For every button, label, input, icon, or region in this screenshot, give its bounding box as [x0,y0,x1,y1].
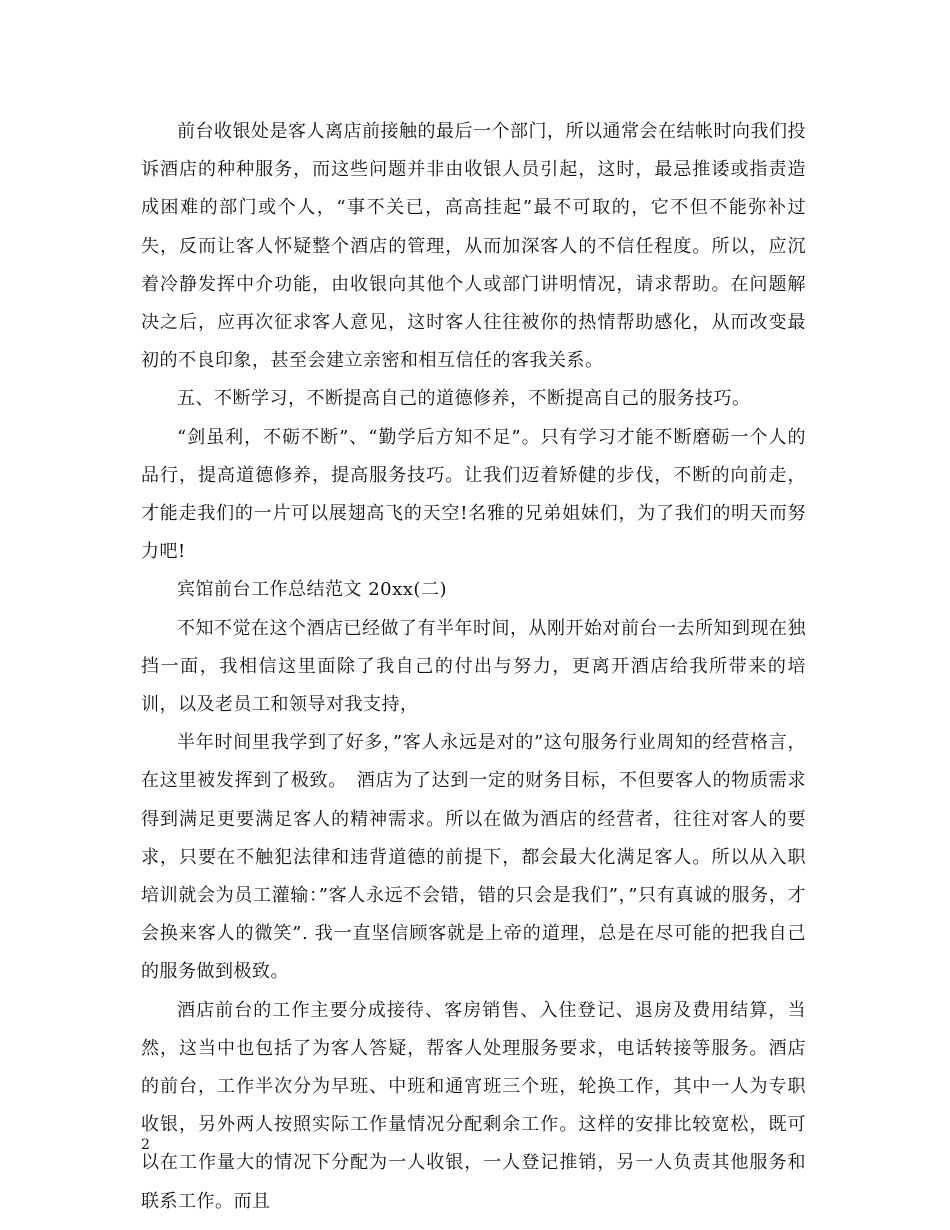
paragraph-front-desk-duties: 酒店前台的工作主要分成接待、客房销售、入住登记、退房及费用结算，当然，这当中也包括了为客人答疑，帮客人处理服务要求，电话转接等服务。酒店的前台，工作半次分为早班、中班和通宵班三个班，轮换工作，其中一人为专职收银，另外两人按照实际工作量情况分配剩余工作。这样的安排比较宽松，既可以在工作量大的情况下分配为一人收银，一人登记推销，另一人负责其他服务和联系工作。而且 [141,999,806,1212]
paragraph-customer-always-right: 半年时间里我学到了好多，”客人永远是对的”这句服务行业周知的经营格言，在这里被发挥到了极致。 酒店为了达到一定的财务目标，不但要客人的物质需求得到满足更要满足客人的精神需求。所以在做为酒店的经营者，往往对客人的要求，只要在不触犯法律和违背道德的前提下，都会最大化满足客人。所以从入职培训就会为员工灌输：”客人永远不会错，错的只会是我们”，”只有真诚的服务，才会换来客人的微笑”. 我一直坚信顾客就是上帝的道理，总是在尽可能的把我自己的服务做到极致。 [141,732,806,983]
paragraph-section-five-heading: 五、不断学习，不断提高自己的道德修养，不断提高自己的服务技巧。 [177,388,751,410]
document-body [141,113,806,1221]
paragraph-keep-learning: “剑虽利，不砺不断”、“勤学后方知不足”。只有学习才能不断磨砺一个人的品行，提高道德修养，提高服务技巧。让我们迈着矫健的步伐，不断的向前走，才能走我们的一片可以展翅高飞的天空!名雅的兄弟姐妹们，为了我们的明天而努力吧! [141,426,806,563]
paragraph-half-year-intro: 不知不觉在这个酒店已经做了有半年时间，从刚开始对前台一去所知到现在独挡一面，我相信这里面除了我自己的付出与努力，更离开酒店给我所带来的培训，以及老员工和领导对我支持， [141,617,806,716]
paragraph-article-two-title: 宾馆前台工作总结范文 20xx(二) [177,579,447,601]
paragraph-cashier-complaints: 前台收银处是客人离店前接触的最后一个部门，所以通常会在结帐时向我们投诉酒店的种种服务，而这些问题并非由收银人员引起，这时，最忌推诿或指责造成困难的部门或个人，“事不关已，高高挂起”最不可取的，它不但不能弥补过失，反而让客人怀疑整个酒店的管理，从而加深客人的不信任程度。所以，应沉着冷静发挥中介功能，由收银向其他个人或部门讲明情况，请求帮助。在问题解决之后，应再次征求客人意见，这时客人往往被你的热情帮助感化，从而改变最初的不良印象，甚至会建立亲密和相互信任的客我关系。 [141,121,806,372]
page-number: 2 [141,1137,150,1153]
